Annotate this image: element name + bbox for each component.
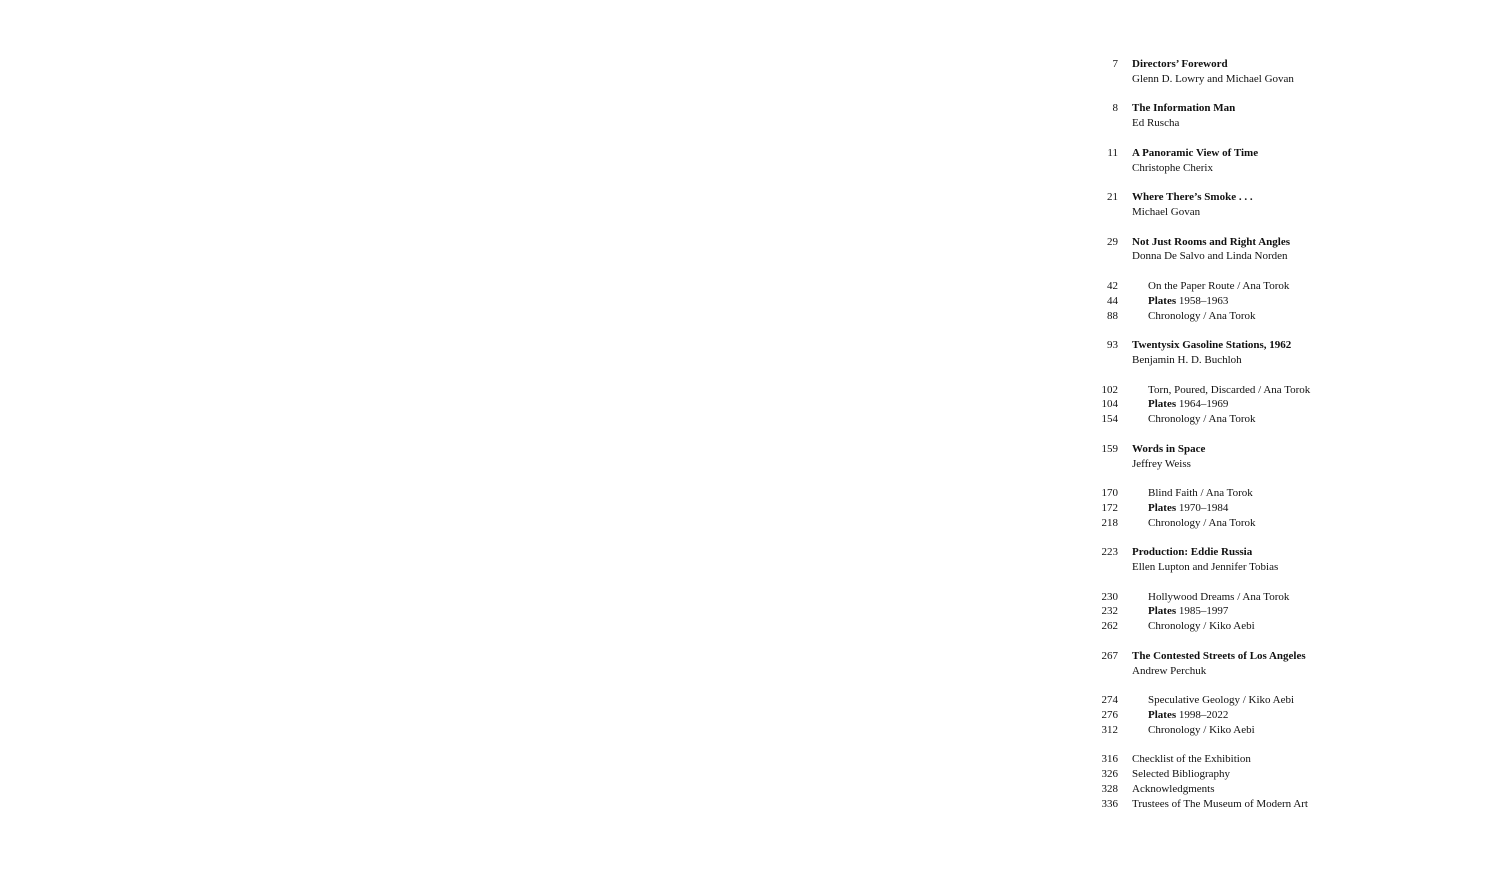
toc-entry-title[interactable] bbox=[1090, 545, 1350, 560]
subentry-rest: Chronology / Kiko Aebi bbox=[1148, 620, 1255, 633]
subentry-text bbox=[1148, 279, 1289, 294]
gap bbox=[1118, 516, 1148, 531]
toc-group bbox=[1090, 649, 1350, 679]
gap bbox=[1118, 545, 1132, 560]
page-number: 230 bbox=[1101, 590, 1118, 603]
toc-entry-author bbox=[1090, 249, 1350, 264]
page-number: 328 bbox=[1101, 783, 1118, 796]
toc-entry-title[interactable] bbox=[1090, 57, 1350, 72]
subentry-text bbox=[1148, 309, 1256, 324]
entry-title: Directors’ Foreword bbox=[1132, 58, 1228, 70]
gap bbox=[1118, 693, 1148, 708]
table-of-contents bbox=[1090, 57, 1350, 826]
page-number-empty bbox=[1090, 205, 1118, 220]
gap bbox=[1118, 664, 1132, 679]
toc-entry-title[interactable] bbox=[1090, 101, 1350, 116]
toc-entry-title[interactable] bbox=[1090, 190, 1350, 205]
gap bbox=[1118, 205, 1132, 220]
gap bbox=[1118, 146, 1132, 161]
toc-group bbox=[1090, 693, 1350, 737]
gap bbox=[1118, 353, 1132, 368]
toc-subentry[interactable] bbox=[1090, 516, 1350, 531]
entry-author: Jeffrey Weiss bbox=[1132, 457, 1191, 470]
toc-subentry[interactable] bbox=[1090, 309, 1350, 324]
subentry-text bbox=[1148, 501, 1228, 516]
page-number: 312 bbox=[1101, 723, 1118, 736]
toc-group bbox=[1090, 486, 1350, 530]
subentry-text bbox=[1148, 397, 1228, 412]
gap bbox=[1118, 560, 1132, 575]
gap bbox=[1118, 338, 1132, 353]
gap bbox=[1118, 294, 1148, 309]
page-number: 276 bbox=[1101, 709, 1118, 722]
toc-group bbox=[1090, 590, 1350, 634]
page-number: 336 bbox=[1101, 797, 1118, 810]
page-number: 232 bbox=[1101, 605, 1118, 618]
subentry-rest: 1964–1969 bbox=[1176, 398, 1229, 411]
page-number: 326 bbox=[1101, 768, 1118, 781]
subentry-rest: Blind Faith / Ana Torok bbox=[1148, 487, 1253, 500]
subentry-rest: 1998–2022 bbox=[1176, 709, 1229, 722]
entry-author: Ed Ruscha bbox=[1132, 117, 1180, 130]
entry-title: Not Just Rooms and Right Angles bbox=[1132, 235, 1290, 248]
toc-subentry[interactable] bbox=[1090, 501, 1350, 516]
toc-subentry[interactable] bbox=[1090, 294, 1350, 309]
subentry-text bbox=[1148, 486, 1253, 501]
subentry-bold: Plates bbox=[1148, 501, 1177, 514]
toc-group bbox=[1090, 235, 1350, 265]
toc-group bbox=[1090, 190, 1350, 220]
toc-subentry[interactable] bbox=[1090, 486, 1350, 501]
toc-entry-author bbox=[1090, 353, 1350, 368]
gap bbox=[1118, 279, 1148, 294]
backmatter-text: Selected Bibliography bbox=[1132, 768, 1231, 781]
page-number: 262 bbox=[1101, 620, 1118, 633]
subentry-rest: Chronology / Ana Torok bbox=[1148, 516, 1256, 529]
gap bbox=[1118, 649, 1132, 664]
entry-author: Christophe Cherix bbox=[1132, 161, 1213, 174]
subentry-rest: Hollywood Dreams / Ana Torok bbox=[1148, 590, 1290, 603]
gap bbox=[1118, 442, 1132, 457]
gap bbox=[1118, 767, 1132, 782]
toc-backmatter-entry[interactable] bbox=[1090, 752, 1350, 767]
entry-title: A Panoramic View of Time bbox=[1132, 146, 1259, 159]
toc-entry-title[interactable] bbox=[1090, 338, 1350, 353]
subentry-rest: Speculative Geology / Kiko Aebi bbox=[1148, 694, 1295, 707]
gap bbox=[1118, 397, 1148, 412]
toc-group bbox=[1090, 101, 1350, 131]
subentry-text bbox=[1148, 619, 1255, 634]
subentry-rest: 1985–1997 bbox=[1176, 605, 1229, 618]
subentry-rest: Chronology / Kiko Aebi bbox=[1148, 723, 1255, 736]
gap bbox=[1118, 309, 1148, 324]
page-number: 223 bbox=[1101, 546, 1118, 559]
toc-subentry[interactable] bbox=[1090, 693, 1350, 708]
toc-backmatter-entry[interactable] bbox=[1090, 782, 1350, 797]
subentry-text bbox=[1148, 708, 1228, 723]
subentry-text bbox=[1148, 693, 1294, 708]
subentry-rest: 1958–1963 bbox=[1176, 294, 1229, 307]
entry-title: Words in Space bbox=[1132, 442, 1206, 455]
toc-entry-title[interactable] bbox=[1090, 235, 1350, 250]
entry-author: Ellen Lupton and Jennifer Tobias bbox=[1132, 561, 1279, 574]
page-number: 267 bbox=[1101, 649, 1118, 662]
page-number: 42 bbox=[1107, 279, 1118, 292]
page-number: 29 bbox=[1107, 235, 1118, 248]
page-number: 154 bbox=[1101, 413, 1118, 426]
page-number: 218 bbox=[1101, 516, 1118, 529]
subentry-rest: 1970–1984 bbox=[1176, 501, 1229, 514]
toc-group bbox=[1090, 752, 1350, 811]
toc-subentry[interactable] bbox=[1090, 590, 1350, 605]
gap bbox=[1118, 501, 1148, 516]
gap bbox=[1118, 383, 1148, 398]
gap bbox=[1118, 161, 1132, 176]
gap bbox=[1118, 797, 1132, 812]
gap bbox=[1118, 116, 1132, 131]
toc-entry-author bbox=[1090, 664, 1350, 679]
toc-backmatter-entry[interactable] bbox=[1090, 767, 1350, 782]
page-number: 274 bbox=[1101, 694, 1118, 707]
toc-subentry[interactable] bbox=[1090, 412, 1350, 427]
gap bbox=[1118, 57, 1132, 72]
entry-title: Where There’s Smoke . . . bbox=[1132, 191, 1253, 204]
entry-title: The Information Man bbox=[1132, 102, 1236, 115]
toc-entry-author bbox=[1090, 457, 1350, 472]
entry-title: Twentysix Gasoline Stations, 1962 bbox=[1132, 339, 1292, 352]
entry-title: Production: Eddie Russia bbox=[1132, 546, 1253, 559]
page-number-empty bbox=[1090, 560, 1118, 575]
gap bbox=[1118, 190, 1132, 205]
toc-entry-title[interactable] bbox=[1090, 146, 1350, 161]
gap bbox=[1118, 235, 1132, 250]
subentry-bold: Plates bbox=[1148, 709, 1177, 722]
page-number: 93 bbox=[1107, 339, 1118, 352]
gap bbox=[1118, 72, 1132, 87]
gap bbox=[1118, 457, 1132, 472]
subentry-text bbox=[1148, 723, 1255, 738]
toc-group bbox=[1090, 383, 1350, 427]
subentry-rest: Chronology / Ana Torok bbox=[1148, 309, 1256, 322]
backmatter-text: Acknowledgments bbox=[1132, 783, 1215, 796]
entry-author: Benjamin H. D. Buchloh bbox=[1132, 353, 1242, 366]
toc-group bbox=[1090, 545, 1350, 575]
entry-author: Glenn D. Lowry and Michael Govan bbox=[1132, 72, 1294, 85]
toc-subentry[interactable] bbox=[1090, 619, 1350, 634]
toc-entry-title[interactable] bbox=[1090, 649, 1350, 664]
gap bbox=[1118, 619, 1148, 634]
page-number-empty bbox=[1090, 72, 1118, 87]
toc-backmatter-entry[interactable] bbox=[1090, 797, 1350, 812]
gap bbox=[1118, 486, 1148, 501]
subentry-bold: Plates bbox=[1148, 294, 1177, 307]
subentry-bold: Plates bbox=[1148, 398, 1177, 411]
page-number: 104 bbox=[1101, 398, 1118, 411]
toc-group bbox=[1090, 146, 1350, 176]
gap bbox=[1118, 249, 1132, 264]
page-number-empty bbox=[1090, 353, 1118, 368]
page-number: 11 bbox=[1107, 146, 1118, 159]
page-number-empty bbox=[1090, 249, 1118, 264]
subentry-rest: Chronology / Ana Torok bbox=[1148, 413, 1256, 426]
subentry-text bbox=[1148, 590, 1289, 605]
subentry-bold: Plates bbox=[1148, 605, 1177, 618]
page-number: 8 bbox=[1112, 102, 1118, 115]
page-number: 44 bbox=[1107, 294, 1118, 307]
page-number: 172 bbox=[1101, 501, 1118, 514]
subentry-text bbox=[1148, 604, 1228, 619]
toc-subentry[interactable] bbox=[1090, 397, 1350, 412]
gap bbox=[1118, 708, 1148, 723]
page-number-empty bbox=[1090, 116, 1118, 131]
subentry-text bbox=[1148, 383, 1310, 398]
toc-entry-author bbox=[1090, 72, 1350, 87]
toc-entry-author bbox=[1090, 161, 1350, 176]
page-number: 7 bbox=[1112, 58, 1118, 70]
toc-group bbox=[1090, 279, 1350, 323]
backmatter-text: Trustees of The Museum of Modern Art bbox=[1132, 797, 1308, 810]
page-number: 159 bbox=[1101, 442, 1118, 455]
backmatter-text: Checklist of the Exhibition bbox=[1132, 753, 1251, 766]
gap bbox=[1118, 590, 1148, 605]
page-number-empty bbox=[1090, 664, 1118, 679]
toc-subentry[interactable] bbox=[1090, 604, 1350, 619]
subentry-rest: On the Paper Route / Ana Torok bbox=[1148, 279, 1290, 292]
entry-author: Andrew Perchuk bbox=[1132, 664, 1207, 677]
gap bbox=[1118, 782, 1132, 797]
page-number-empty bbox=[1090, 161, 1118, 176]
page-number: 88 bbox=[1107, 309, 1118, 322]
toc-entry-author bbox=[1090, 205, 1350, 220]
gap bbox=[1118, 752, 1132, 767]
toc-subentry[interactable] bbox=[1090, 279, 1350, 294]
toc-group bbox=[1090, 338, 1350, 368]
page-number-empty bbox=[1090, 457, 1118, 472]
page-number: 21 bbox=[1107, 191, 1118, 204]
toc-group bbox=[1090, 57, 1350, 87]
gap bbox=[1118, 723, 1148, 738]
toc-subentry[interactable] bbox=[1090, 708, 1350, 723]
toc-group bbox=[1090, 442, 1350, 472]
toc-entry-author bbox=[1090, 560, 1350, 575]
page-number: 170 bbox=[1101, 487, 1118, 500]
toc-subentry[interactable] bbox=[1090, 723, 1350, 738]
subentry-text bbox=[1148, 516, 1256, 531]
gap bbox=[1118, 412, 1148, 427]
gap bbox=[1118, 101, 1132, 116]
toc-subentry[interactable] bbox=[1090, 383, 1350, 398]
entry-author: Donna De Salvo and Linda Norden bbox=[1132, 250, 1288, 263]
page-number: 316 bbox=[1101, 753, 1118, 766]
subentry-text bbox=[1148, 294, 1228, 309]
entry-author: Michael Govan bbox=[1132, 205, 1201, 218]
subentry-rest: Torn, Poured, Discarded / Ana Torok bbox=[1148, 383, 1311, 396]
subentry-text bbox=[1148, 412, 1256, 427]
entry-title: The Contested Streets of Los Angeles bbox=[1132, 649, 1306, 662]
page-number: 102 bbox=[1101, 383, 1118, 396]
gap bbox=[1118, 604, 1148, 619]
toc-entry-title[interactable] bbox=[1090, 442, 1350, 457]
toc-entry-author bbox=[1090, 116, 1350, 131]
